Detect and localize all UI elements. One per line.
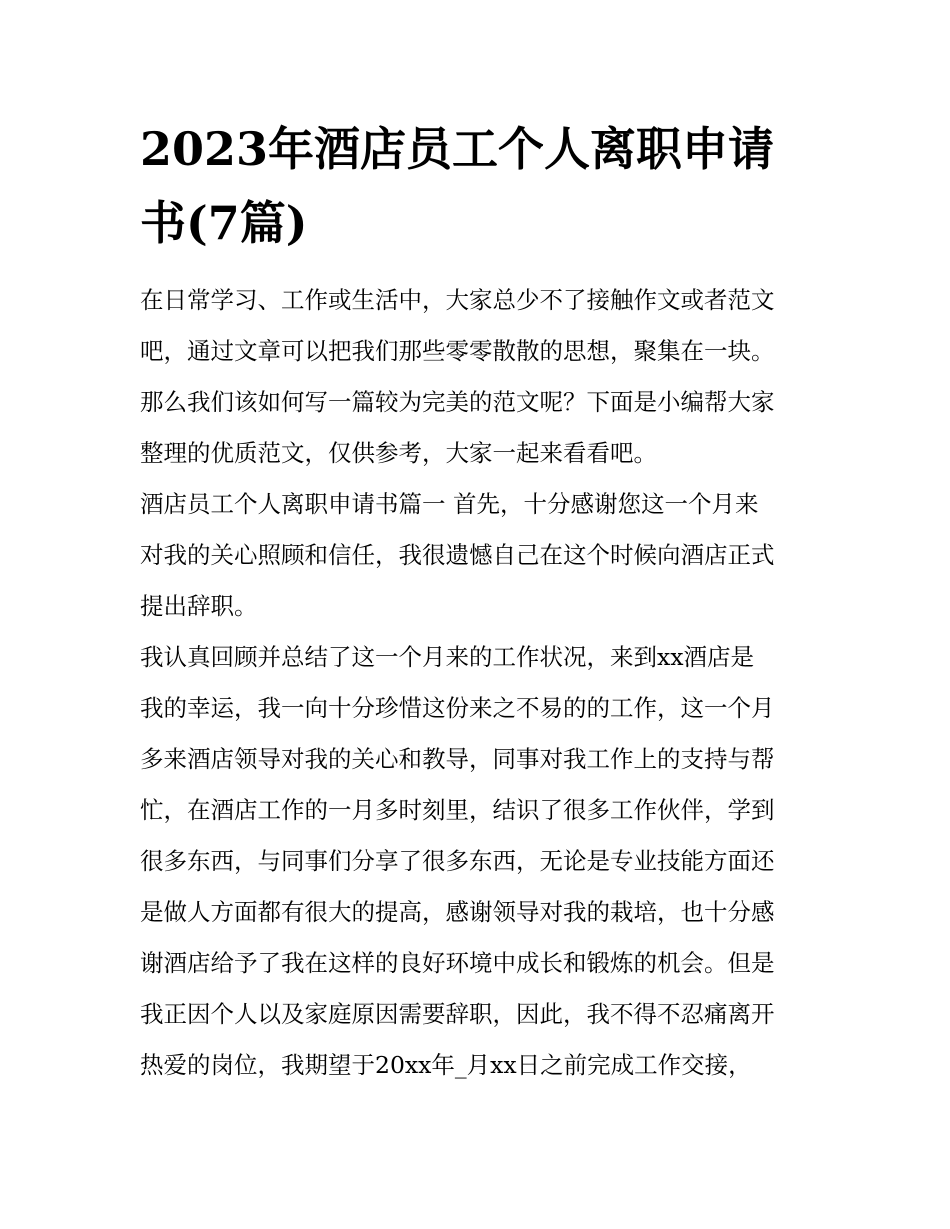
text-line: 热爱的岗位，我期望于20xx年_月xx日之前完成工作交接， [140,1051,752,1079]
text-line: 我正因个人以及家庭原因需要辞职，因此，我不得不忍痛离开 [140,1000,775,1028]
paragraph-letter-opening [140,479,820,632]
title-line: 2023年酒店员工个人离职申请 [140,122,775,176]
text-line: 那么我们该如何写一篇较为完美的范文呢？下面是小编帮大家 [140,388,775,416]
paragraph-letter-body [140,632,820,1091]
text-line: 很多东西，与同事们分享了很多东西，无论是专业技能方面还 [140,847,775,875]
text-line: 在日常学习、工作或生活中，大家总少不了接触作文或者范文 [140,286,775,314]
text-line: 忙，在酒店工作的一月多时刻里，结识了很多工作伙伴，学到 [140,796,775,824]
text-line: 提出辞职。 [140,592,258,620]
text-line: 酒店员工个人离职申请书篇一 首先，十分感谢您这一个月来 [140,490,759,518]
document-title [140,112,820,260]
title-line: 书(7篇) [140,196,308,250]
text-line: 谢酒店给予了我在这样的良好环境中成长和锻炼的机会。但是 [140,949,775,977]
paragraph-intro [140,275,820,479]
text-line: 我的幸运，我一向十分珍惜这份来之不易的的工作，这一个月 [140,694,775,722]
text-line: 整理的优质范文，仅供参考，大家一起来看看吧。 [140,439,657,467]
document-body [140,275,820,1091]
text-line: 吧，通过文章可以把我们那些零零散散的思想，聚集在一块。 [140,337,775,365]
text-line: 对我的关心照顾和信任，我很遗憾自己在这个时候向酒店正式 [140,541,775,569]
text-line: 是做人方面都有很大的提高，感谢领导对我的栽培，也十分感 [140,898,775,926]
text-line: 我认真回顾并总结了这一个月来的工作状况，来到xx酒店是 [140,643,755,671]
text-line: 多来酒店领导对我的关心和教导，同事对我工作上的支持与帮 [140,745,775,773]
